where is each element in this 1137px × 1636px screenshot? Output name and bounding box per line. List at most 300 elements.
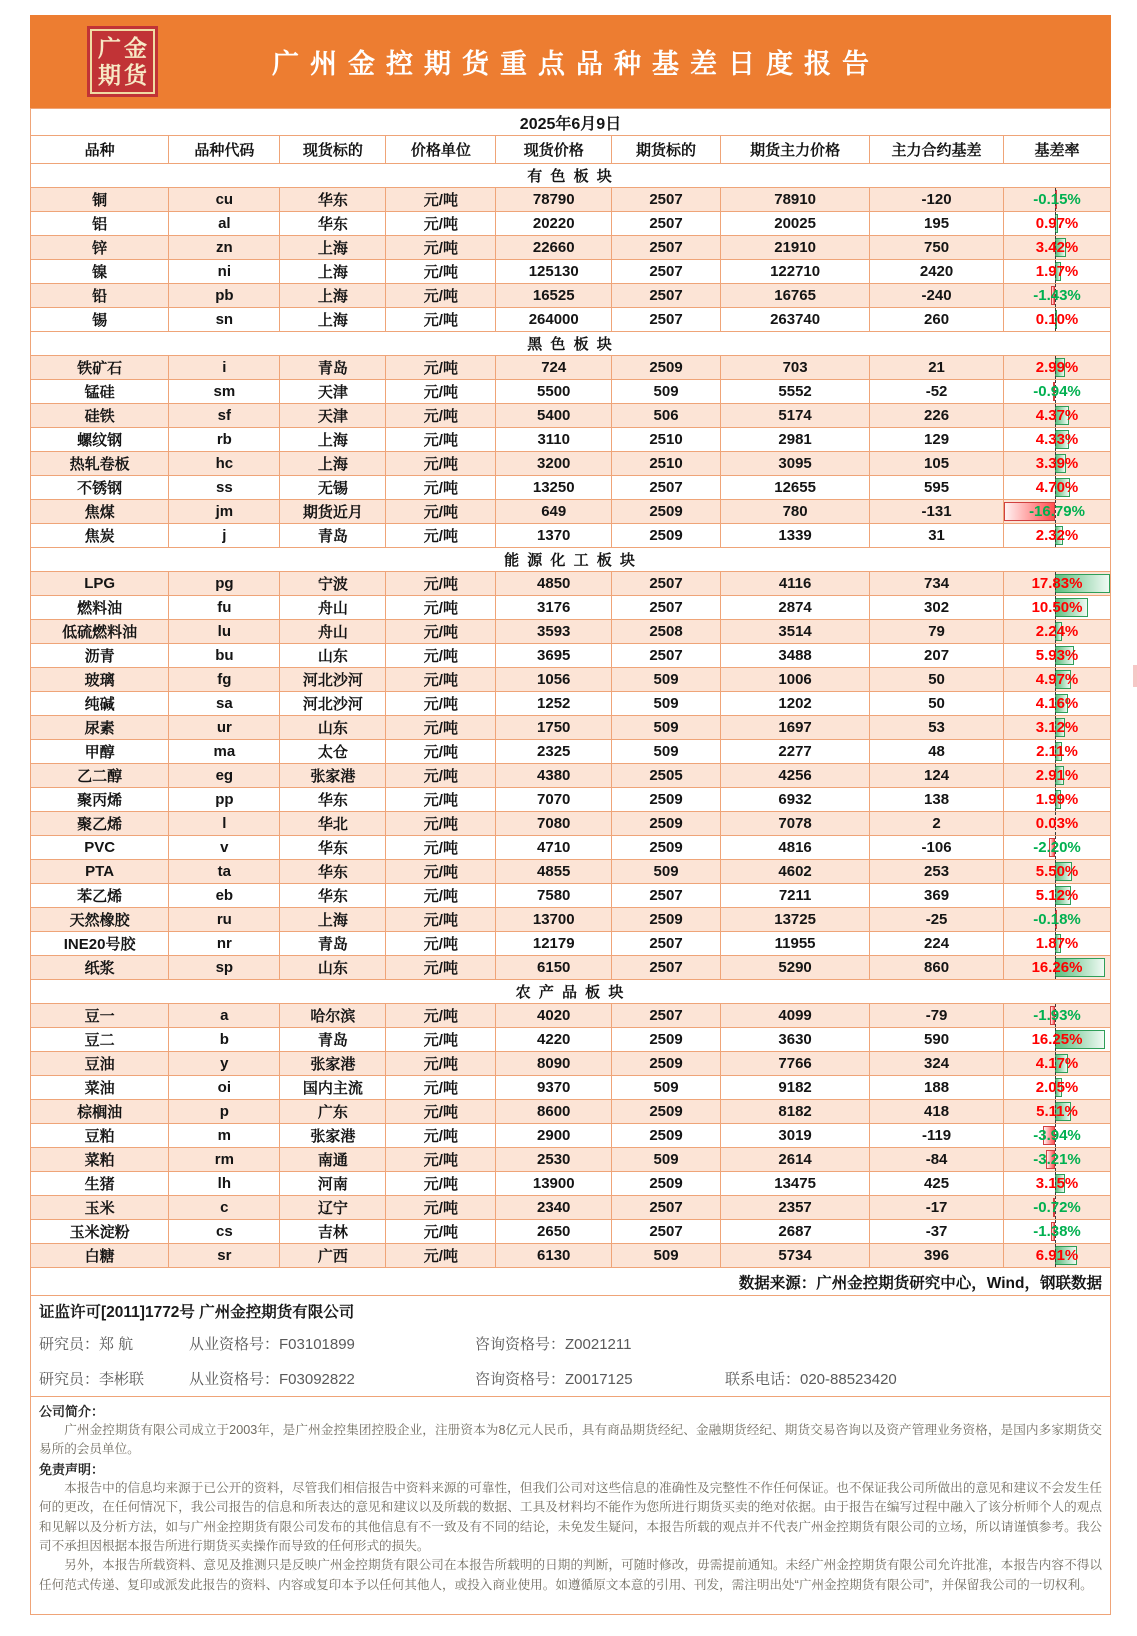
basis-rate-value: 16.26% [1031, 959, 1083, 976]
cell-futures-price: 6932 [721, 788, 870, 812]
cell-basis: 124 [870, 764, 1004, 788]
cell-futures-code: 2508 [612, 620, 721, 644]
cell-futures-price: 1006 [721, 668, 870, 692]
cell-unit: 元/吨 [386, 1124, 496, 1148]
cell-basis-rate [1004, 716, 1111, 740]
cell-futures-code: 2509 [612, 524, 721, 548]
cell-basis: 53 [870, 716, 1004, 740]
cell-futures-price: 1202 [721, 692, 870, 716]
cell-spot-price: 13700 [496, 908, 612, 932]
cell-variety: 硅铁 [31, 404, 169, 428]
basis-rate-wrap [1004, 380, 1110, 403]
cell-code: sn [169, 308, 280, 332]
cell-spot: 山东 [280, 956, 386, 980]
basis-rate-value: 5.50% [1035, 863, 1079, 880]
cell-basis: -131 [870, 500, 1004, 524]
cell-basis-rate [1004, 356, 1111, 380]
cell-code: m [169, 1124, 280, 1148]
cell-unit: 元/吨 [386, 428, 496, 452]
cell-spot-price: 3176 [496, 596, 612, 620]
cell-code: c [169, 1196, 280, 1220]
basis-rate-value: 2.91% [1035, 767, 1079, 784]
report-content [30, 15, 1111, 1615]
cell-spot-price: 1056 [496, 668, 612, 692]
cell-futures-price: 9182 [721, 1076, 870, 1100]
cell-code: oi [169, 1076, 280, 1100]
cell-futures-price: 13725 [721, 908, 870, 932]
cell-futures-price: 3630 [721, 1028, 870, 1052]
cell-code: b [169, 1028, 280, 1052]
basis-rate-value: 2.11% [1036, 743, 1078, 760]
basis-rate-wrap [1004, 812, 1110, 835]
cell-unit: 元/吨 [386, 932, 496, 956]
cell-spot-price: 1750 [496, 716, 612, 740]
column-header-futures-code: 期货标的 [612, 136, 721, 164]
cell-basis: -17 [870, 1196, 1004, 1220]
cell-basis-rate [1004, 572, 1111, 596]
basis-rate-wrap [1004, 620, 1110, 643]
researcher-row-1 [31, 1326, 1110, 1361]
column-header-basis: 主力合约基差 [870, 136, 1004, 164]
basis-rate-value: 1.97% [1035, 263, 1079, 280]
cell-unit: 元/吨 [386, 884, 496, 908]
column-header-spot-price: 现货价格 [496, 136, 612, 164]
cell-spot: 天津 [280, 380, 386, 404]
cell-spot-price: 2530 [496, 1148, 612, 1172]
basis-rate-wrap [1004, 596, 1110, 619]
table-row [31, 644, 1111, 668]
cell-basis-rate [1004, 1148, 1111, 1172]
basis-rate-wrap [1004, 836, 1110, 859]
cell-futures-code: 2509 [612, 500, 721, 524]
cell-futures-price: 780 [721, 500, 870, 524]
cell-basis-rate [1004, 524, 1111, 548]
cell-code: ss [169, 476, 280, 500]
cell-spot-price: 3593 [496, 620, 612, 644]
cell-variety: 天然橡胶 [31, 908, 169, 932]
cell-variety: 聚丙烯 [31, 788, 169, 812]
table-row [31, 620, 1111, 644]
cell-code: cs [169, 1220, 280, 1244]
cell-unit: 元/吨 [386, 740, 496, 764]
cell-code: cu [169, 188, 280, 212]
cell-basis-rate [1004, 212, 1111, 236]
cell-spot: 辽宁 [280, 1196, 386, 1220]
cell-basis-rate [1004, 188, 1111, 212]
cell-spot-price: 2650 [496, 1220, 612, 1244]
cell-futures-price: 21910 [721, 236, 870, 260]
cell-unit: 元/吨 [386, 500, 496, 524]
cell-code: y [169, 1052, 280, 1076]
contact-phone: 联系电话：020-88523420 [725, 1371, 897, 1388]
cell-spot-price: 649 [496, 500, 612, 524]
cell-basis-rate [1004, 908, 1111, 932]
cell-code: lu [169, 620, 280, 644]
cell-code: pp [169, 788, 280, 812]
cell-code: a [169, 1004, 280, 1028]
cell-spot-price: 12179 [496, 932, 612, 956]
cell-code: eg [169, 764, 280, 788]
cell-spot-price: 4855 [496, 860, 612, 884]
cell-spot: 青岛 [280, 1028, 386, 1052]
cell-spot: 上海 [280, 308, 386, 332]
cell-futures-price: 703 [721, 356, 870, 380]
cell-basis: 750 [870, 236, 1004, 260]
cell-basis-rate [1004, 932, 1111, 956]
cell-basis-rate [1004, 596, 1111, 620]
cell-code: rm [169, 1148, 280, 1172]
cell-futures-price: 78910 [721, 188, 870, 212]
basis-rate-value: 6.91% [1035, 1247, 1079, 1264]
table-row [31, 212, 1111, 236]
cell-spot-price: 4710 [496, 836, 612, 860]
table-row [31, 428, 1111, 452]
basis-rate-value: 1.99% [1035, 791, 1079, 808]
cell-spot-price: 5500 [496, 380, 612, 404]
basis-rate-value: 5.93% [1035, 647, 1079, 664]
table-row [31, 668, 1111, 692]
cell-futures-price: 4256 [721, 764, 870, 788]
basis-rate-value: -1.38% [1033, 1223, 1081, 1240]
cell-spot: 上海 [280, 260, 386, 284]
cell-basis-rate [1004, 1028, 1111, 1052]
cell-spot-price: 9370 [496, 1076, 612, 1100]
cell-futures-price: 4116 [721, 572, 870, 596]
cell-futures-price: 1697 [721, 716, 870, 740]
cell-spot-price: 7070 [496, 788, 612, 812]
cell-spot-price: 4850 [496, 572, 612, 596]
cell-variety: LPG [31, 572, 169, 596]
cell-unit: 元/吨 [386, 596, 496, 620]
cell-futures-price: 3488 [721, 644, 870, 668]
basis-rate-wrap [1004, 692, 1110, 715]
cell-code: hc [169, 452, 280, 476]
cell-unit: 元/吨 [386, 236, 496, 260]
cell-unit: 元/吨 [386, 620, 496, 644]
cell-spot-price: 1252 [496, 692, 612, 716]
cell-spot-price: 3695 [496, 644, 612, 668]
table-row [31, 188, 1111, 212]
cell-spot: 张家港 [280, 1124, 386, 1148]
cell-futures-price: 20025 [721, 212, 870, 236]
cell-unit: 元/吨 [386, 356, 496, 380]
cell-basis: -79 [870, 1004, 1004, 1028]
cell-unit: 元/吨 [386, 284, 496, 308]
basis-rate-wrap [1004, 1004, 1110, 1027]
basis-rate-value: 10.50% [1031, 599, 1083, 616]
cell-futures-code: 509 [612, 1148, 721, 1172]
cell-unit: 元/吨 [386, 188, 496, 212]
cell-variety: 豆二 [31, 1028, 169, 1052]
cell-spot-price: 724 [496, 356, 612, 380]
cell-futures-price: 8182 [721, 1100, 870, 1124]
cell-futures-code: 2507 [612, 1196, 721, 1220]
basis-rate-wrap [1004, 1148, 1110, 1171]
cell-spot-price: 4220 [496, 1028, 612, 1052]
cell-basis: 129 [870, 428, 1004, 452]
cell-basis: 2420 [870, 260, 1004, 284]
cell-variety: 菜粕 [31, 1148, 169, 1172]
section-title: 有 色 板 块 [31, 164, 1111, 188]
disclaimer-paragraph-2: 另外，本报告所载资料、意见及推测只是反映广州金控期货有限公司在本报告所载明的日期的判断，可随时修改，毋需提前通知。未经广州金控期货有限公司允许批准，本报告内容不得以任何范式传递、复印或派发此报告的资料、内容或复印本予以任何其他人，或投入商业使用。如遵循原文本意的引用、刊发，需注明出处“广州金控期货有限公司”，并保留我公司的一切权利。 [39, 1558, 1102, 1592]
cell-futures-code: 509 [612, 860, 721, 884]
consult-number: 咨询资格号：Z0021211 [475, 1336, 632, 1353]
cell-futures-price: 5552 [721, 380, 870, 404]
cell-futures-code: 2507 [612, 1220, 721, 1244]
cell-spot: 广东 [280, 1100, 386, 1124]
cell-variety: 铜 [31, 188, 169, 212]
table-row [31, 1220, 1111, 1244]
basis-rate-wrap [1004, 404, 1110, 427]
cell-futures-code: 2507 [612, 956, 721, 980]
cell-basis-rate [1004, 956, 1111, 980]
table-row [31, 692, 1111, 716]
table-row [31, 788, 1111, 812]
cell-variety: 菜油 [31, 1076, 169, 1100]
table-row [31, 812, 1111, 836]
cell-variety: 锌 [31, 236, 169, 260]
cell-variety: 热轧卷板 [31, 452, 169, 476]
section-title: 黑 色 板 块 [31, 332, 1111, 356]
cell-variety: 乙二醇 [31, 764, 169, 788]
cell-basis: 207 [870, 644, 1004, 668]
logo-line-1: 广金 [98, 34, 150, 62]
cell-spot-price: 2325 [496, 740, 612, 764]
cell-basis: 105 [870, 452, 1004, 476]
cell-variety: 生猪 [31, 1172, 169, 1196]
cell-code: rb [169, 428, 280, 452]
section-header-row [31, 980, 1111, 1004]
cell-code: ur [169, 716, 280, 740]
basis-rate-value: -3.94% [1033, 1127, 1081, 1144]
cell-unit: 元/吨 [386, 452, 496, 476]
basis-rate-value: -1.93% [1033, 1007, 1081, 1024]
basis-rate-value: 4.16% [1035, 695, 1079, 712]
cell-futures-price: 11955 [721, 932, 870, 956]
cell-basis: 50 [870, 692, 1004, 716]
cell-spot: 南通 [280, 1148, 386, 1172]
cell-code: nr [169, 932, 280, 956]
table-row [31, 284, 1111, 308]
cell-futures-code: 2509 [612, 1100, 721, 1124]
cell-basis-rate [1004, 740, 1111, 764]
disclaimer-title: 免责声明： [39, 1461, 105, 1477]
cell-basis-rate [1004, 236, 1111, 260]
disclaimer-paragraph-1: 本报告中的信息均来源于已公开的资料，尽管我们相信报告中资料来源的可靠性，但我们公司对这些信息的准确性及完整性不作任何保证。也不保证我公司所做出的意见和建议不会发生任何的更改，在任何情况下，我公司报告的信息和所表达的意见和建议以及所载的数据、工具及材料均不能作为您所进行期货买卖的绝对依据。由于报告在编写过程中融入了该分析师个人的观点和见解以及分析方法，如与广州金控期货有限公司发布的其他信息有不一致及有不同的结论，未免发生疑问，本报告所载的观点并不代表广州金控期货有限公司的立场，所以请谨慎参考。我公司不承担因根据本报告所进行期货买卖操作而导致的任何形式的损失。 [39, 1480, 1102, 1554]
cell-variety: 尿素 [31, 716, 169, 740]
cell-unit: 元/吨 [386, 788, 496, 812]
researcher-row-2 [31, 1361, 1110, 1396]
basis-rate-wrap [1004, 764, 1110, 787]
cell-basis-rate [1004, 620, 1111, 644]
cell-code: zn [169, 236, 280, 260]
cell-unit: 元/吨 [386, 812, 496, 836]
cell-spot: 青岛 [280, 356, 386, 380]
cell-spot: 上海 [280, 428, 386, 452]
cell-code: ta [169, 860, 280, 884]
cell-basis: 2 [870, 812, 1004, 836]
consult-number: 咨询资格号：Z0017125 [475, 1371, 633, 1388]
cell-basis-rate [1004, 1100, 1111, 1124]
cell-basis-rate [1004, 1196, 1111, 1220]
cell-spot: 舟山 [280, 620, 386, 644]
table-row [31, 716, 1111, 740]
researcher-name: 研究员：郑 航 [39, 1336, 134, 1353]
cell-code: sm [169, 380, 280, 404]
basis-rate-value: 0.10% [1035, 311, 1079, 328]
cell-basis-rate [1004, 1244, 1111, 1268]
cell-unit: 元/吨 [386, 692, 496, 716]
basis-rate-value: -0.94% [1033, 383, 1081, 400]
cell-basis-rate [1004, 788, 1111, 812]
cell-variety: 白糖 [31, 1244, 169, 1268]
cell-futures-price: 7078 [721, 812, 870, 836]
table-row [31, 356, 1111, 380]
basis-rate-wrap [1004, 1220, 1110, 1243]
cell-code: ru [169, 908, 280, 932]
cell-unit: 元/吨 [386, 1172, 496, 1196]
cell-spot-price: 16525 [496, 284, 612, 308]
basis-rate-wrap [1004, 284, 1110, 307]
basis-rate-value: 0.97% [1035, 215, 1079, 232]
basis-rate-wrap [1004, 668, 1110, 691]
basis-rate-wrap [1004, 716, 1110, 739]
table-row [31, 860, 1111, 884]
cell-basis-rate [1004, 860, 1111, 884]
cell-unit: 元/吨 [386, 668, 496, 692]
cell-spot: 山东 [280, 644, 386, 668]
cell-basis: -119 [870, 1124, 1004, 1148]
cell-futures-code: 2509 [612, 1172, 721, 1196]
report-footer [30, 1296, 1111, 1615]
cell-basis: 188 [870, 1076, 1004, 1100]
cell-futures-code: 2507 [612, 1004, 721, 1028]
cell-code: fg [169, 668, 280, 692]
cell-code: eb [169, 884, 280, 908]
table-row [31, 260, 1111, 284]
cell-spot: 吉林 [280, 1220, 386, 1244]
basis-rate-wrap [1004, 1028, 1110, 1051]
table-row [31, 956, 1111, 980]
cell-basis: 50 [870, 668, 1004, 692]
scrollbar-fragment [1133, 665, 1137, 687]
cell-spot: 华东 [280, 884, 386, 908]
cell-code: ma [169, 740, 280, 764]
table-row [31, 380, 1111, 404]
cell-basis: 324 [870, 1052, 1004, 1076]
cell-spot: 青岛 [280, 932, 386, 956]
basis-rate-value: -16.79% [1029, 503, 1085, 520]
cell-futures-code: 2509 [612, 788, 721, 812]
cell-variety: 沥青 [31, 644, 169, 668]
cell-spot: 华东 [280, 212, 386, 236]
cell-basis: 260 [870, 308, 1004, 332]
table-row [31, 836, 1111, 860]
cell-unit: 元/吨 [386, 260, 496, 284]
cell-basis-rate [1004, 1052, 1111, 1076]
cell-basis: -120 [870, 188, 1004, 212]
cell-variety: 镍 [31, 260, 169, 284]
cell-futures-code: 2507 [612, 596, 721, 620]
cell-unit: 元/吨 [386, 1148, 496, 1172]
cell-spot: 张家港 [280, 764, 386, 788]
basis-rate-value: 4.97% [1035, 671, 1079, 688]
cell-spot-price: 4380 [496, 764, 612, 788]
cell-code: pg [169, 572, 280, 596]
cell-variety: PVC [31, 836, 169, 860]
table-row [31, 524, 1111, 548]
table-row [31, 1244, 1111, 1268]
cell-basis-rate [1004, 644, 1111, 668]
table-row [31, 1052, 1111, 1076]
cell-code: pb [169, 284, 280, 308]
cell-unit: 元/吨 [386, 860, 496, 884]
cell-futures-price: 2981 [721, 428, 870, 452]
column-header-unit: 价格单位 [386, 136, 496, 164]
table-row [31, 764, 1111, 788]
cell-basis: 734 [870, 572, 1004, 596]
cell-basis-rate [1004, 428, 1111, 452]
section-title: 能 源 化 工 板 块 [31, 548, 1111, 572]
company-profile-title: 公司简介： [39, 1404, 105, 1419]
cell-spot: 河南 [280, 1172, 386, 1196]
cell-basis: 31 [870, 524, 1004, 548]
column-header-spot: 现货标的 [280, 136, 386, 164]
cell-variety: 豆油 [31, 1052, 169, 1076]
table-row [31, 932, 1111, 956]
basis-rate-wrap [1004, 1244, 1110, 1267]
basis-rate-wrap [1004, 212, 1110, 235]
basis-rate-wrap [1004, 428, 1110, 451]
cell-futures-code: 509 [612, 380, 721, 404]
cell-spot-price: 3200 [496, 452, 612, 476]
cell-futures-price: 2614 [721, 1148, 870, 1172]
cell-variety: 锡 [31, 308, 169, 332]
cell-futures-code: 509 [612, 668, 721, 692]
cell-spot-price: 264000 [496, 308, 612, 332]
cell-spot: 上海 [280, 236, 386, 260]
section-header-row [31, 332, 1111, 356]
cell-basis: -84 [870, 1148, 1004, 1172]
report-date: 2025年6月9日 [31, 109, 1111, 136]
basis-rate-wrap [1004, 956, 1110, 979]
table-row [31, 500, 1111, 524]
cell-variety: 低硫燃料油 [31, 620, 169, 644]
table-row [31, 596, 1111, 620]
cell-spot: 舟山 [280, 596, 386, 620]
cell-futures-price: 2687 [721, 1220, 870, 1244]
cell-unit: 元/吨 [386, 572, 496, 596]
cell-basis-rate [1004, 692, 1111, 716]
logo-line-2: 期货 [98, 61, 150, 89]
column-header-basis-rate: 基差率 [1004, 136, 1111, 164]
cell-unit: 元/吨 [386, 764, 496, 788]
cell-futures-code: 2509 [612, 1124, 721, 1148]
cell-variety: 聚乙烯 [31, 812, 169, 836]
column-header-variety: 品种 [31, 136, 169, 164]
report-banner [30, 15, 1111, 108]
cell-futures-price: 3095 [721, 452, 870, 476]
basis-rate-value: -0.18% [1033, 911, 1081, 928]
cell-code: jm [169, 500, 280, 524]
cell-unit: 元/吨 [386, 644, 496, 668]
basis-rate-value: 2.05% [1035, 1079, 1079, 1096]
cell-code: bu [169, 644, 280, 668]
cell-basis: 369 [870, 884, 1004, 908]
basis-rate-value: 4.70% [1035, 479, 1079, 496]
basis-rate-value: 4.37% [1035, 407, 1079, 424]
cell-futures-price: 3514 [721, 620, 870, 644]
